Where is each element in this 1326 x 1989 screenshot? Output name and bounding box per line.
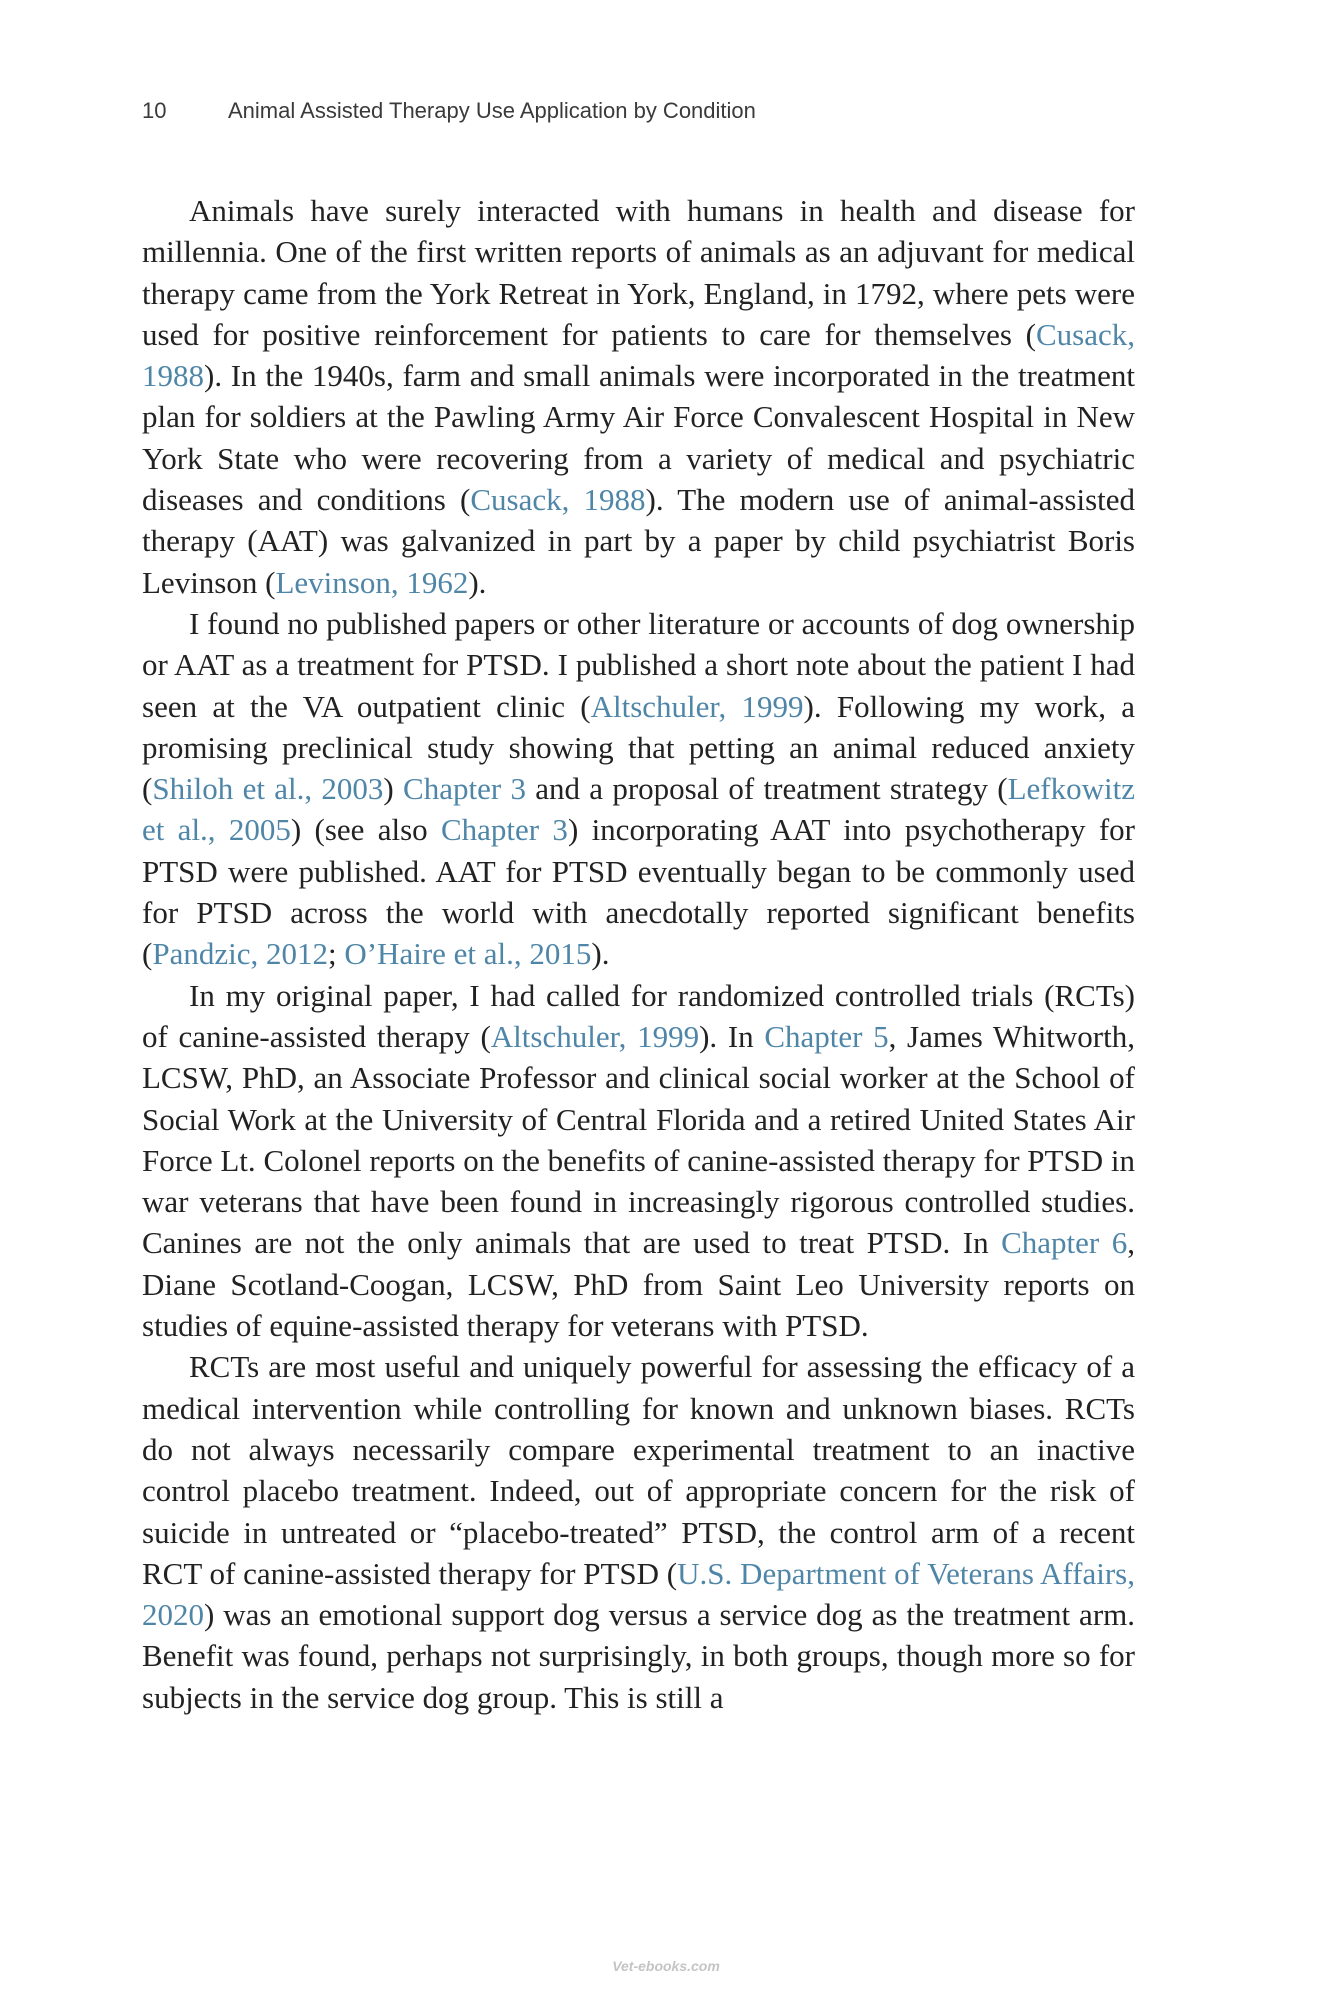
citation-link[interactable]: Chapter 5 <box>764 1018 889 1054</box>
page-number: 10 <box>142 98 167 123</box>
paragraph-text: ). <box>468 564 487 600</box>
paragraph-text: ). Following my work, a promising preclinical study showing that petting an animal reduced anxiety ( <box>142 688 1136 807</box>
paragraph-text: ) <box>383 771 404 807</box>
paragraph-text: ). In <box>699 1018 765 1054</box>
running-title: Animal Assisted Therapy Use Application by Condition <box>228 98 756 123</box>
citation-link[interactable]: Lefkowitz et al., 2005 <box>142 771 1135 848</box>
paragraph-text: Animals have surely interacted with humans in health and disease for millennia. One of the first written reports of animals as an adjuvant for medical therapy came from the York Retreat in York, England, in 1792, where pets were used for positive reinforcement for patients to care for themselves ( <box>142 193 1135 352</box>
paragraph <box>142 1346 1135 1718</box>
paragraph-text: ) incorporating AAT into psychotherapy for PTSD were published. AAT for PTSD eventually began to be commonly used for PTSD across the world with anecdotally reported significant benefits ( <box>142 812 1135 972</box>
citation-link[interactable]: Levinson, 1962 <box>275 564 469 600</box>
body-text <box>142 190 1135 1718</box>
paragraph-text: I found no published papers or other literature or accounts of dog ownership or AAT as a treatment for PTSD. I published a short note about the patient I had seen at the VA outpatient clinic ( <box>142 605 1135 724</box>
citation-link[interactable]: O’Haire et al., 2015 <box>344 936 592 972</box>
citation-link[interactable]: Shiloh et al., 2003 <box>152 771 384 807</box>
paragraph-text: , James Whitworth, LCSW, PhD, an Associate Professor and clinical social worker at the School of Social Work at the University of Central Florida and a retired United States Air Force Lt. Colonel reports on the benefits of canine-assisted therapy for PTSD in war veterans that have been found in increasingly rigorous controlled studies. Canines are not the only animals that are used to treat PTSD. In <box>142 1018 1135 1261</box>
paragraph-text: ). The modern use of animal-assisted therapy (AAT) was galvanized in part by a paper by child psychiatrist Boris Levinson ( <box>142 482 1136 600</box>
paragraph-text: RCTs are most useful and uniquely powerful for assessing the efficacy of a medical intervention while controlling for known and unknown biases. RCTs do not always necessarily compare experimental treatment to an inactive control placebo treatment. Indeed, out of appropriate concern for the risk of suicide in untreated or “placebo-treated” PTSD, the control arm of a recent RCT of canine-assisted therapy for PTSD ( <box>142 1349 1135 1591</box>
paragraph-text: , Diane Scotland-Coogan, LCSW, PhD from Saint Leo University reports on studies of equine-assisted therapy for veterans with PTSD. <box>142 1225 1135 1344</box>
paragraph <box>142 603 1135 975</box>
citation-link[interactable]: Cusack, 1988 <box>470 482 646 518</box>
paragraph-text: ; <box>327 936 345 972</box>
citation-link[interactable]: Pandzic, 2012 <box>152 936 328 972</box>
paragraph-text: and a proposal of treatment strategy ( <box>525 771 1008 807</box>
paragraph-text: ). <box>591 936 610 972</box>
citation-link[interactable]: U.S. Department of Veterans Affairs, 2020 <box>142 1555 1135 1633</box>
citation-link[interactable]: Altschuler, 1999 <box>590 688 804 724</box>
paragraph-text: ). In the 1940s, farm and small animals were incorporated in the treatment plan for soldiers at the Pawling Army Air Force Convalescent Hospital in New York State who were recovering from a variety of medical and psychiatric diseases and conditions ( <box>142 358 1135 518</box>
paragraph <box>142 190 1135 603</box>
citation-link[interactable]: Cusack, 1988 <box>142 316 1135 394</box>
citation-link[interactable]: Altschuler, 1999 <box>490 1018 700 1054</box>
watermark-logo: Vet-ebooks.com <box>612 1958 720 1974</box>
citation-link[interactable]: Chapter 3 <box>440 812 568 848</box>
running-head <box>142 98 756 124</box>
paragraph-text: ) was an emotional support dog versus a service dog as the treatment arm. Benefit was found, perhaps not surprisingly, in both groups, though more so for subjects in the service dog group. This is still a <box>142 1597 1135 1715</box>
paragraph-text: In my original paper, I had called for randomized controlled trials (RCTs) of canine-assisted therapy ( <box>142 977 1135 1054</box>
citation-link[interactable]: Chapter 3 <box>403 771 526 807</box>
citation-link[interactable]: Chapter 6 <box>1001 1225 1128 1261</box>
paragraph-text: ) (see also <box>290 812 441 848</box>
paragraph <box>142 975 1135 1347</box>
